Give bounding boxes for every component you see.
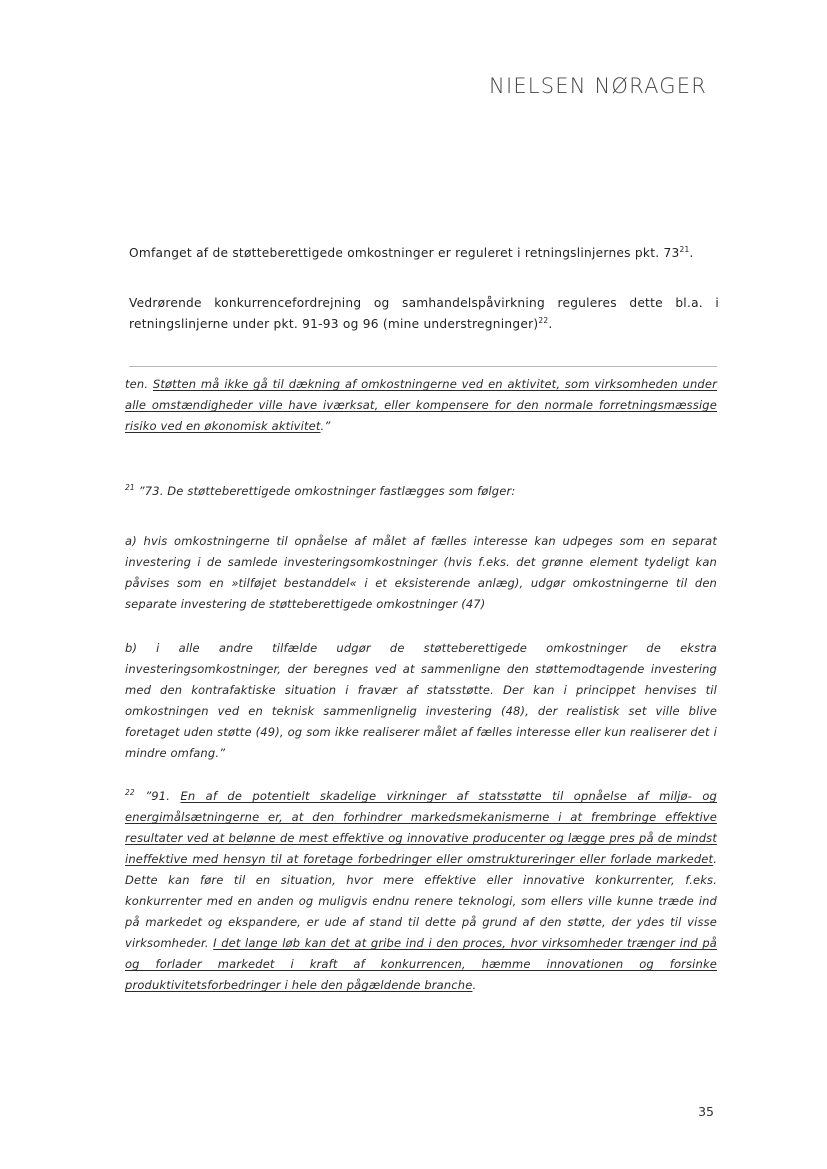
underlined-quote: En af de potentielt skadelige virkninger af statsstøtte til opnåelse af miljø- og energimålsætningerne er, at den forhindrer markedsmekanismerne i at frembringe effektive resultater ved at belønne de mest effektive og innovative producenter og lægge pres på de mindst ineffektive med hensyn til at foretage forbedringer eller omstruktureringer eller forlade markedet (125, 789, 717, 866)
footnote-number: 22 (125, 788, 135, 797)
footnote-title: ”73. De støtteberettigede omkostninger fastlægges som følger: (134, 484, 516, 498)
page-number: 35 (698, 1104, 714, 1119)
footnote-separator (129, 366, 717, 367)
footnote-21 (125, 481, 717, 502)
footnote-21-item-b (125, 638, 717, 764)
paragraph-scope (129, 246, 719, 260)
paragraph-text: Omfanget af de støtteberettigede omkostninger er reguleret i retningslinjernes pkt. 73 (129, 246, 680, 260)
footnote-22 (125, 786, 717, 996)
paragraph-text: Vedrørende konkurrencefordrejning og samhandelspåvirkning reguleres dette bl.a. i retningslinjerne under pkt. 91-93 og 96 (mine understregninger) (129, 296, 719, 331)
footnote-lead: ”91. (134, 789, 181, 803)
footnote-tail: .” (320, 419, 331, 433)
paragraph-end: . (548, 317, 553, 331)
footnote-end: . (472, 978, 477, 992)
footnote-number: 21 (125, 483, 135, 492)
footnote-continuation (125, 374, 717, 437)
footnote-item-text: b) i alle andre tilfælde udgør de støtteberettigede omkostninger de ekstra investeringsomkostninger, der beregnes ved at sammenligne den støttemodtagende investering med den kontrafaktiske situation i fravær af statsstøtte. Der kan i princippet henvises til omkostningen ved en teknisk sammenlignelig investering (48), der realistisk set ville blive foretaget uden støtte (49), og som ikke realiserer målet af fælles interesse eller kun realiserer det i mindre omfang.” (125, 641, 717, 760)
footnote-ref-22[interactable]: 22 (538, 316, 549, 325)
underlined-quote: I det lange løb kan det at gribe ind i den proces, hvor virksomheder trænger ind på og forlader markedet i kraft af konkurrencen, hæmme innovationen og forsinke produktivitetsforbedringer i hele den pågældende branche (125, 936, 717, 992)
footnote-item-text: a) hvis omkostningerne til opnåelse af målet af fælles interesse kan udpeges som en separat investering i de samlede investeringsomkostninger (hvis f.eks. det grønne element tydeligt kan påvises som en »tilføjet bestanddel« i et eksisterende anlæg), udgør omkostningerne til den separate investering de støtteberettigede omkostninger (47) (125, 534, 717, 611)
footnote-lead: ten. (125, 377, 153, 391)
footnote-text: . Dette kan føre til en situation, hvor mere effektive eller innovative konkurrenter, f.eks. konkurrenter med en anden og muligvis endnu renere teknologi, som ellers ville kunne træde ind på markedet og ekspandere, er ude af stand til dette på grund af den støtte, der ydes til visse virksomheder. (125, 852, 717, 950)
company-logo: NIELSEN NØRAGER (489, 74, 707, 98)
paragraph-end: . (689, 246, 694, 260)
underlined-quote: Støtten må ikke gå til dækning af omkostningerne ved en aktivitet, som virksomheden under alle omstændigheder ville have iværksat, eller kompensere for den normale forretningsmæssige risiko ved en økonomisk aktivitet (125, 377, 717, 433)
paragraph-competition (129, 293, 719, 335)
footnote-21-item-a (125, 531, 717, 615)
footnote-ref-21[interactable]: 21 (679, 245, 690, 254)
